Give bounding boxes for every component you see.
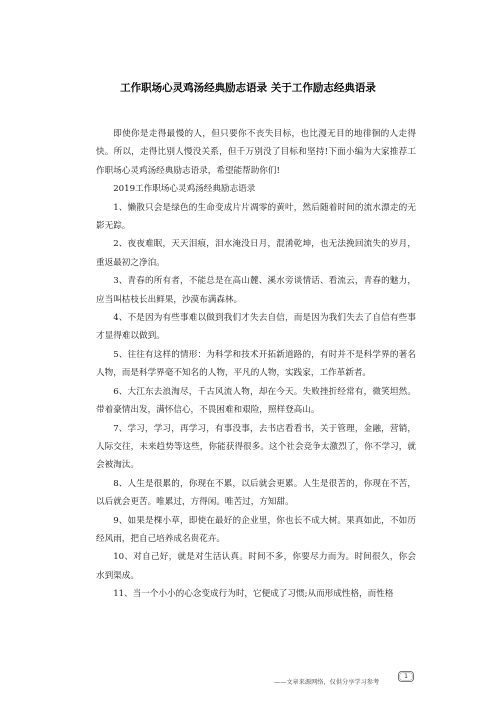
paragraph-quote-11: 11、当一个小小的心念变成行为时，它便成了习惯;从而形成性格，而性格 xyxy=(113,589,394,600)
paragraph-quote-2: 2、夜夜难眠，天天泪痕，泪水淹没日月，混淆乾坤，也无法挽回流失的岁月，重返最初之净泊。 xyxy=(96,239,416,268)
page-footer xyxy=(274,673,424,689)
paragraph-quote-10: 10、对自己好，就是对生活认真。时间不多，你要尽力而为。时间很久，你会水到渠成。 xyxy=(96,552,416,581)
paragraph-quote-6: 6、大江东去浪淘尽，千古风流人物，却在今天。失败挫折经常有，微笑坦然。带着豪情出发，满怀信心，不畏困难和艰险，照样登高山。 xyxy=(96,386,416,416)
paragraph-intro: 即使你是走得最慢的人，但只要你不丧失目标，也比漫无目的地徘徊的人走得快。所以，走得比别人慢没关系，但千万别没了目标和坚持!下面小编为大家推荐工作职场心灵鸡汤经典励志语录，希望能帮助你们! xyxy=(96,129,416,176)
paragraph-quote-8: 8、人生是很累的，你现在不累，以后就会更累。人生是很苦的，你现在不苦，以后就会更苦。唯累过，方得闲。唯苦过，方知甜。 xyxy=(96,478,416,508)
paragraph-quote-9: 9、如果是棵小草，即使在最好的企业里，你也长不成大树。果真如此，不如历经风雨，把自己培养成名贵花卉。 xyxy=(96,515,416,544)
document-body xyxy=(96,125,416,604)
paragraph-quote-7: 7、学习，学习，再学习，有事没事，去书店看看书，关于管理，金融，营销，人际交往，未来趋势等这些，你能获得很多。这个社会竞争太激烈了，你不学习，就会被淘汰。 xyxy=(96,423,416,471)
paragraph-quote-3: 3、青春的所有者，不能总是在高山麓、溪水旁谈情话、看流云，青春的魅力，应当叫枯枝长出鲜果，沙漠布满森林。 xyxy=(96,276,416,305)
page-number: 1 xyxy=(404,673,408,680)
paragraph-quote-1: 1、懒散只会是绿色的生命变成片片凋零的黄叶，然后随着时间的流水漂走的无影无踪。 xyxy=(96,202,416,232)
paragraph-quote-4: 4、不是因为有些事难以做到我们才失去自信，而是因为我们失去了自信有些事才显得难以做到。 xyxy=(96,313,416,342)
footer-source-note: ——文章来源网络，仅供分享学习参考 xyxy=(274,679,380,686)
paragraph-subtitle: 2019工作职场心灵鸡汤经典励志语录 xyxy=(113,184,256,195)
document-title: 工作职场心灵鸡汤经典励志语录 关于工作励志经典语录 xyxy=(120,82,376,94)
paragraph-quote-5: 5、往往有这样的情形：为科学和技术开拓新道路的，有时并不是科学界的著名人物，而是科学界毫不知名的人物，平凡的人物，实践家，工作革新者。 xyxy=(96,349,416,379)
page-number-badge xyxy=(398,671,414,682)
